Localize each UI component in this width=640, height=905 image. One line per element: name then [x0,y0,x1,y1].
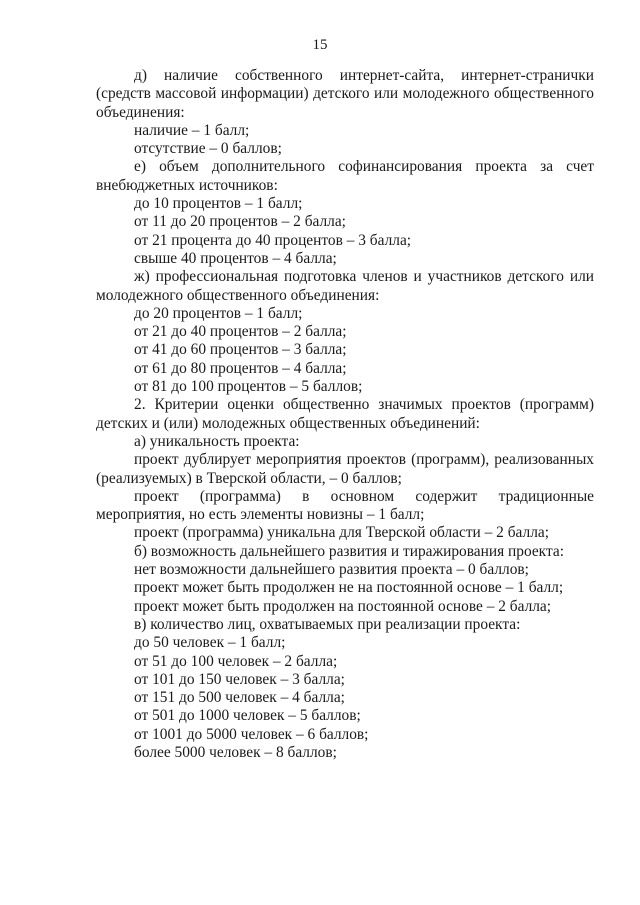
paragraph: от 41 до 60 процентов – 3 балла; [134,341,347,359]
paragraph: более 5000 человек – 8 баллов; [134,743,337,761]
page-number: 15 [312,37,328,53]
paragraph: от 151 до 500 человек – 4 балла; [134,689,345,707]
paragraph: ж) профессиональная подготовка членов и участников детского или молодежного общественного объединения: [96,268,594,304]
paragraph: наличие – 1 балл; [134,121,250,139]
paragraph: проект дублирует мероприятия проектов (программ), реализованных (реализуемых) в Тверской области, – 0 баллов; [96,451,594,487]
paragraph: от 1001 до 5000 человек – 6 баллов; [134,725,369,743]
paragraph: от 51 до 100 человек – 2 балла; [134,652,338,670]
paragraph: от 101 до 150 человек – 3 балла; [134,670,345,688]
paragraph: а) уникальность проекта: [134,432,300,450]
paragraph: д) наличие собственного интернет-сайта, интернет-странички (средств массовой информации) детского или молодежного общественного объединения: [96,67,594,121]
paragraph: от 21 процента до 40 процентов – 3 балла; [134,231,412,249]
paragraph: от 21 до 40 процентов – 2 балла; [134,323,347,341]
document-body [96,67,594,762]
paragraph: от 61 до 80 процентов – 4 балла; [134,359,347,377]
paragraph: от 11 до 20 процентов – 2 балла; [134,213,346,231]
paragraph: проект (программа) в основном содержит традиционные мероприятия, но есть элементы новизны – 1 балл; [96,487,594,524]
paragraph: от 81 до 100 процентов – 5 баллов; [134,378,363,396]
paragraph: в) количество лиц, охватываемых при реализации проекта: [134,615,521,633]
paragraph: отсутствие – 0 баллов; [134,140,282,158]
paragraph: до 20 процентов – 1 балл; [134,304,303,322]
paragraph: до 10 процентов – 1 балл; [134,195,303,213]
paragraph: нет возможности дальнейшего развития проекта – 0 баллов; [134,561,529,579]
paragraph: до 50 человек – 1 балл; [134,634,286,652]
paragraph: проект может быть продолжен не на постоянной основе – 1 балл; [134,579,564,597]
paragraph: проект (программа) уникальна для Тверской области – 2 балла; [134,524,549,542]
paragraph: б) возможность дальнейшего развития и тиражирования проекта: [134,542,564,560]
paragraph: свыше 40 процентов – 4 балла; [134,249,337,267]
paragraph: е) объем дополнительного софинансирования проекта за счет внебюджетных источников: [96,158,594,194]
paragraph: 2. Критерии оценки общественно значимых проектов (программ) детских и (или) молодежных общественных объединений: [96,396,594,432]
paragraph: от 501 до 1000 человек – 5 баллов; [134,707,361,725]
paragraph: проект может быть продолжен на постоянной основе – 2 балла; [134,597,552,615]
